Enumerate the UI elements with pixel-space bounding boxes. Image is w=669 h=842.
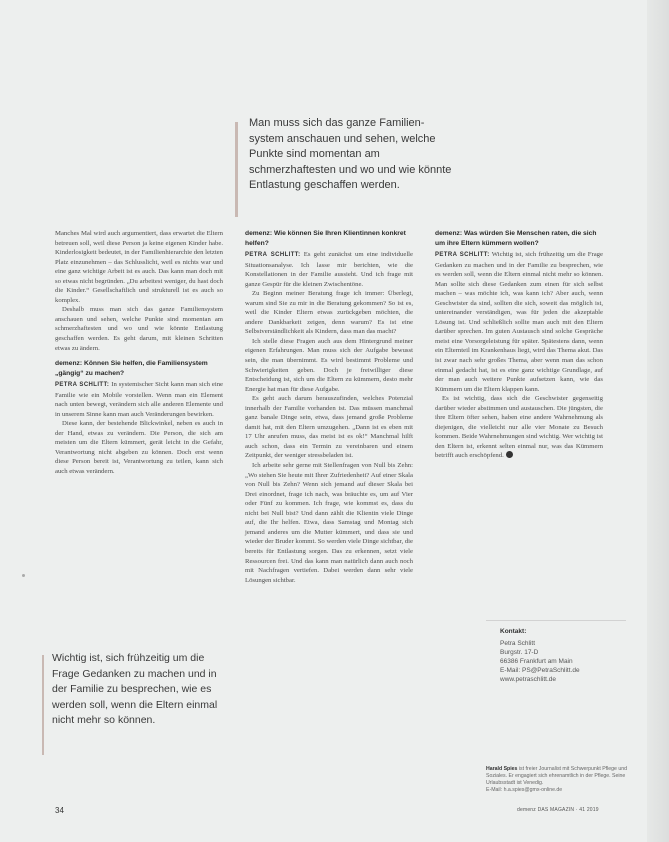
interview-question: demenz: Was würden Sie Menschen raten, die sich um ihre Eltern kümmern wollen? [435,230,597,247]
page-number: 34 [55,806,64,815]
col1-answer [55,380,223,419]
contact-line: 66386 Frankfurt am Main [500,658,573,665]
pull-quote-bottom-text: Wichtig ist, sich frühzeitig um die Frage Gedanken zu machen und in der Familie zu besprechen, wie es werden soll, wenn die Eltern einmal nicht mehr so können. [52,652,218,726]
pull-quote-bar [235,122,238,217]
col2-paragraph: Ich arbeite sehr gerne mit Stellenfragen von Null bis Zehn: „Wo stehen Sie heute mit Ihrer Zufriedenheit? Auf einer Skala von Null bis Zehn? Wenn sich jemand auf dieser Skala bei Drei einordnet, frage ich nach, was bräuchte es, um auf Vier oder Fünf zu kommen. Ich frage, wie kommst es, dass du nicht bei Null bist? Und dann zählt die Klientin viele Dinge auf, die Ihr helfen. Etwa, dass Samstag und Montag sich jemand anderes um die Mutter kümmert, und dass sie und wieder der Bruder kommt. So werden viele Dinge sichtbar, die bereits für Entlastung sorgen. Das zu erkennen, setzt viele Ressourcen frei. Und das kann man natürlich dann auch noch mit Nachfragen vertiefen. Dabei werden dann sehr viele Lösungen sichtbar. [245,462,413,584]
contact-box [486,620,626,751]
column-1 [55,229,223,477]
column-2 [245,229,413,585]
col3-answer [435,250,603,394]
contact-website[interactable]: www.petraschlitt.de [500,676,556,683]
author-bio [486,766,636,794]
author-email[interactable]: E-Mail: h.a.spies@gmx-online.de [486,787,563,793]
contact-email[interactable]: E-Mail: PS@PetraSchlitt.de [500,667,580,674]
speaker-label: PETRA SCHLITT: [435,252,490,258]
col3-paragraph [435,394,603,461]
answer-text: In systemischer Sicht kann man sich eine Familie wie ein Mobile vorstellen. Wenn man ein Element nach unten bewegt, verändern sich alle anderen Elemente und in unserem Sinne kann man auch Veränderungen bewirken. [55,381,224,418]
page-fold-shadow [647,0,669,842]
magazine-issue: demenz DAS MAGAZIN · 41 2019 [517,807,599,813]
col2-answer [245,250,413,289]
pull-quote-top [249,116,454,194]
pull-quote-bar [42,655,44,755]
col2-paragraph: Zu Beginn meiner Beratung frage ich immer: Überlegt, warum sind Sie zu mir in die Beratung gekommen? So ist es, weil die Kinder Eltern etwas zurückgeben möchten, die andere Dankbarkeit zeigen, denn warum? Es ist eine Selbstverständlichkeit als Kindern, dass man das macht? [245,290,413,336]
column-3 [435,229,603,461]
author-name: Harald Spies [486,766,518,772]
speaker-label: PETRA SCHLITT: [245,252,301,258]
speaker-label: PETRA SCHLITT: [55,382,110,389]
interview-question: demenz: Können Sie helfen, die Familiensystem „gängig“ zu machen? [55,360,208,377]
contact-heading: Kontakt: [500,628,527,635]
answer-text: Es geht zunächst um eine individuelle Situationsanalyse. Ich lasse mir berichten, wie die Konstellationen in der Familie aussieht. Und ich frage mit ganze Gespür für die kleinen Zwischentöne. [245,251,414,288]
interview-question: demenz: Wie können Sie Ihren Klientinnen konkret helfen? [245,230,406,247]
pull-quote-top-text: Man muss sich das ganze Familien-system anschauen und sehen, welche Punkte sind momentan am schmerzhaftesten und wo und wie könnte Entlastung geschaffen werden. [249,117,452,191]
col1-paragraph: Diese kann, der bestehende Blickwinkel, neben es auch in der Hand, etwas zu verändern. Die Person, die sich am meisten um die Eltern kümmert, gerät leicht in die Gefahr, Verantwortung nicht abgeben zu können. Doch erst wenn diese Person bereit ist, Verantwortung zu teilen, kann sich auch etwas verändern. [55,420,223,476]
contact-line: Burgstr. 17-D [500,649,539,656]
contact-line: Petra Schlitt [500,640,536,647]
paragraph-text: Es ist wichtig, dass sich die Geschwister gegenseitig darüber wieder abstimmen und austauschen. Die jüngsten, die ihre Eltern öfter sehen, haben eine andere Wahrnehmung als diejenigen, die vielleicht nur alle vier Monate zu Besuch kommen. Beide Wahrnehmungen sind wichtig. Wer wichtig ist den Eltern ist, erkennt selten einmal nur, was das Kümmern betrifft auch erschöpfend. [435,395,603,460]
pull-quote-bottom [52,651,218,729]
col1-paragraph: Manches Mal wird auch argumentiert, dass erwartet die Eltern betreuen soll, weil diese Person ja keine eigenen Kinder habe. Kinderlosigkeit bedeutet, in der Familienhierarchie den letzten Platz einzunehmen – das Schlusslicht, weil es nichts war und eine ganz wichtige Arbeit ist es auch. Das kann man doch mit so etwas nicht begründen. „Du arbeitest weniger, du hast doch die Kinder.“ Gesellschaftlich und strukturell ist es auch so komplex. [55,230,223,304]
col2-paragraph: Es geht auch darum herauszufinden, welches Potenzial innerhalb der Familie vorhanden ist. Das müssen manchmal ganz banale Dinge sein, etwa, dass jemand große Probleme damit hat, mit den Eltern umzugehen. „Dann ist es eben mit 17 Uhr anrufen muss, das meist ist es ok!“ Manchmal hilft auch schon, dass ein Termin zu vereinbaren und einem Zeitpunkt, der weniger stressbeladen ist. [245,395,413,460]
answer-text: Wichtig ist, sich frühzeitig um die Frage Gedanken zu machen und in der Familie zu besprechen, wie es werden soll, wenn die Eltern einmal nicht mehr so können. Man sollte sich diese Gedanken zum einen für sich selbst machen – was möchte ich, was kann ich? Aber auch, wenn Geschwister da sind, sollten die sich, soweit das möglich ist, untereinander verständigen, was für jeden die akzeptable Lösung ist. Und schließlich sollte man auch mit den Eltern darüber sprechen. Im guten Austausch sind solche Gespräche meist eine Vorsorgeleistung für später. Spätestens dann, wenn ein Elternteil im Krankenhaus liegt, wird das Thema akut. Das ist zwar nach sehr großes Thema, aber wenn man das schon einmal gedacht hat, ist es eine ganz wichtige Grundlage, auf der man auch weitere Punkte aufsetzen kann, wie das Kümmern um die Eltern klappen kann. [435,251,603,393]
col1-paragraph: Deshalb muss man sich das ganze Familiensystem anschauen und sehen, welche Punkte sind momentan am schmerzhaftesten und wo und wie könnte Entlastung geschaffen werden. Es geht darum, mit kleinen Schritten etwas zu ändern. [55,306,223,352]
article-end-icon [506,451,513,458]
author-bio-text: ist freier Journalist mit Schwerpunkt Pflege und Soziales. Er engagiert sich ehrenamtlich in der Pflege. Seine Urlaubsstadt ist Venedig. [486,766,628,786]
col2-paragraph: Ich stelle diese Fragen auch aus dem Hintergrund meiner eigenen Erfahrungen. Man muss sich der Aufgabe bewusst sein, die man übernimmt. Es wird bestimmt Probleme und Schwierigkeiten geben. Doch je freiwilliger diese Entscheidung ist, sich um die Eltern zu kümmern, desto mehr Energie hat man für diese Aufgabe. [245,337,413,393]
margin-mark [22,574,25,577]
